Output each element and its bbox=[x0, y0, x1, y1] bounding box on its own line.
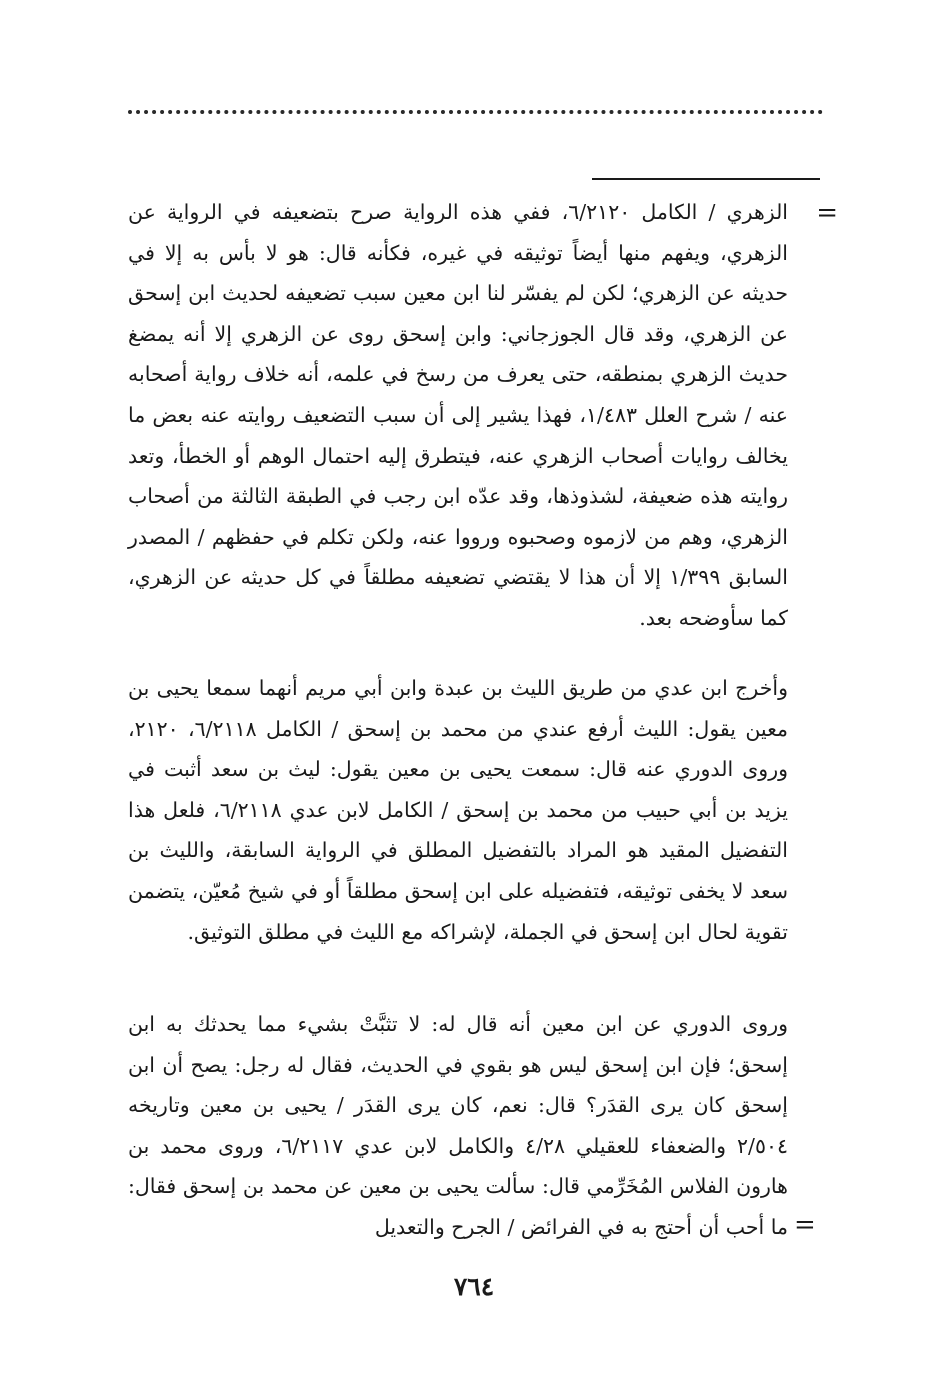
continuation-mark-bottom: = bbox=[794, 1210, 816, 1240]
continuation-mark-top: = bbox=[816, 198, 838, 228]
page-number: ٧٦٤ bbox=[453, 1272, 495, 1301]
footnote-paragraph-2: وأخرج ابن عدي من طريق الليث بن عبدة وابن أبي مريم أنهما سمعا يحيى بن معين يقول: الليث أرفع عندي من محمد بن إسحق / الكامل ٦/٢١١٨، ٢١٢٠، وروى الدوري عنه قال: سمعت يحيى بن معين يقول: ليث بن سعد أثبت في يزيد بن أبي حبيب من محمد بن إسحق / الكامل لابن عدي ٦/٢١١٨، فلعل هذا التفضيل المقيد هو المراد بالتفضيل المطلق في الرواية السابقة، والليث بن سعد لا يخفى توثيقه، فتفضيله على ابن إسحق مطلقاً أو في شيخ مُعيّن، يتضمن تقوية لحال ابن إسحق في الجملة، لإشراكه مع الليث في مطلق التوثيق. bbox=[128, 676, 788, 944]
footnote-paragraph-3: وروى الدوري عن ابن معين أنه قال له: لا تثبَّتْ بشيء مما يحدثك به ابن إسحق؛ فإن ابن إسحق ليس هو بقوي في الحديث، فقال له رجل: يصح أن ابن إسحق كان يرى القدَر؟ قال: نعم، كان يرى القدَر / يحيى بن معين وتاريخه ٢/٥٠٤ والضعفاء للعقيلي ٤/٢٨ والكامل لابن عدي ٦/٢١١٧، وروى محمد بن هارون الفلاس المُخَرِّمي قال: سألت يحيى بن معين عن محمد بن إسحق فقال: ما أحب أن أحتج به في الفرائض / الجرح والتعديل bbox=[128, 1012, 788, 1239]
footnote-separator-line bbox=[592, 178, 820, 180]
header-dotted-separator bbox=[128, 110, 823, 114]
footnote-paragraph-1: الزهري / الكامل ٦/٢١٢٠، ففي هذه الرواية صرح بتضعيفه في الرواية عن الزهري، ويفهم منها أيضاً توثيقه في غيره، فكأنه قال: هو لا بأس به إلا في حديثه عن الزهري؛ لكن لم يفسّر لنا ابن معين سبب تضعيفه لحديث ابن إسحق عن الزهري، وقد قال الجوزجاني: وابن إسحق روى عن الزهري إلا أنه يمضغ حديث الزهري بمنطقه، حتى يعرف من رسخ في علمه، أنه خلاف رواية أصحابه عنه / شرح العلل ١/٤٨٣، فهذا يشير إلى أن سبب التضعيف روايته عنه بعض ما يخالف روايات أصحاب الزهري عنه، فيتطرق إليه احتمال الوهم أو الخطأ، وتعد روايته هذه ضعيفة، لشذوذها، وقد عدّه ابن رجب في الطبقة الثالثة من أصحاب الزهري، وهم من لازموه وصحبوه ورووا عنه، ولكن تكلم في حفظهم / المصدر السابق ١/٣٩٩ إلا أن هذا لا يقتضي تضعيفه مطلقاً في كل حديثه عن الزهري، كما سأوضحه بعد. bbox=[128, 200, 789, 630]
